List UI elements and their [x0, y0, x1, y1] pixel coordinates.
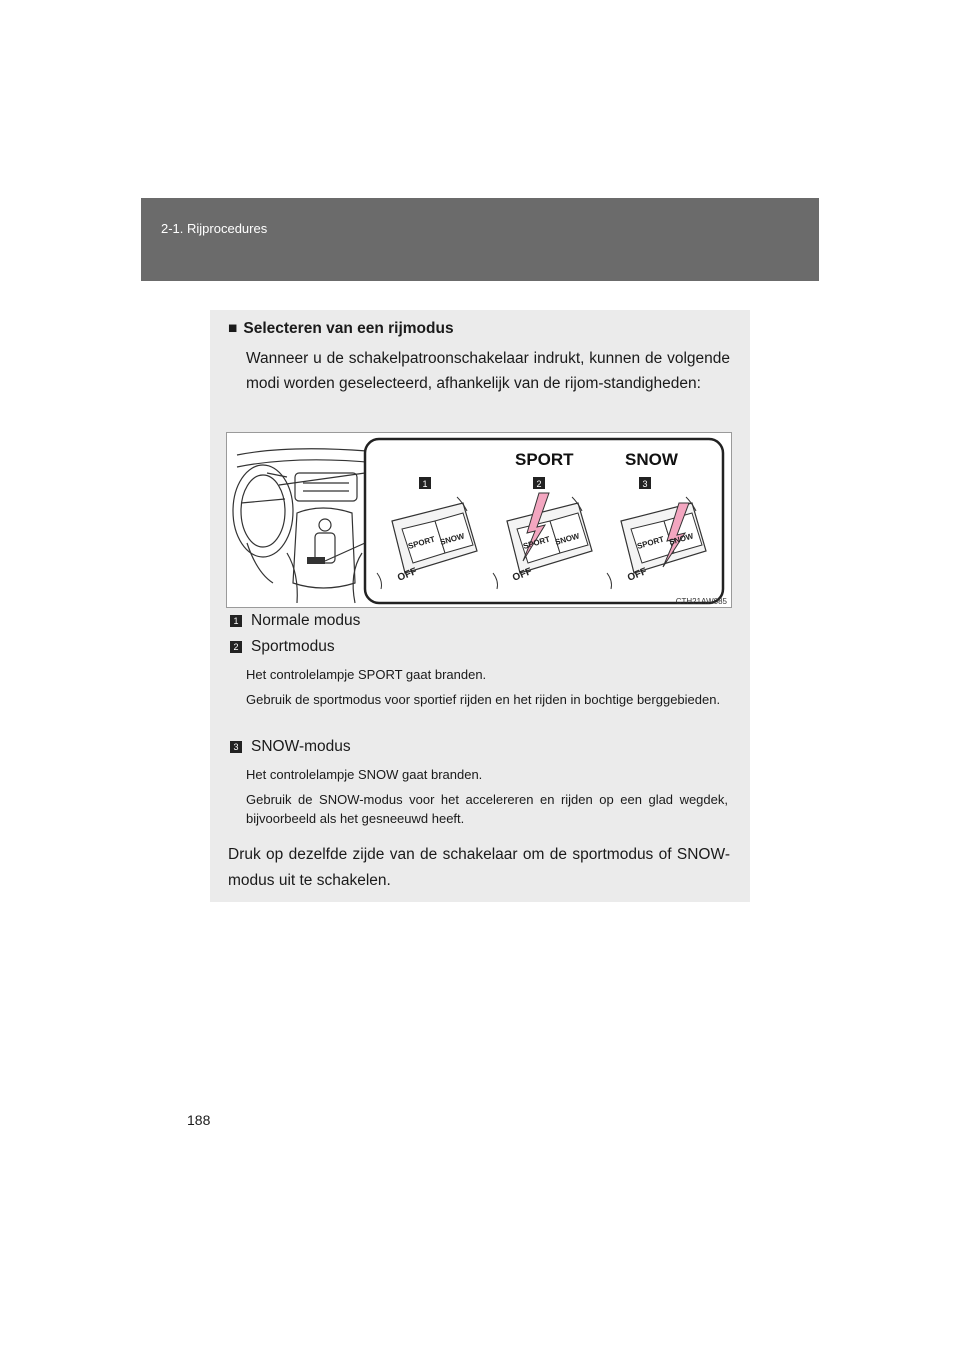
sport-note-1: Het controlelampje SPORT gaat branden.	[246, 667, 487, 682]
dashboard-sketch	[233, 449, 377, 603]
illustration-svg	[227, 433, 732, 608]
number-marker-icon: 3	[230, 741, 242, 753]
item-sport-mode	[230, 638, 335, 656]
heading-text: Selecteren van een rijmodus	[243, 320, 454, 337]
svg-text:1: 1	[422, 479, 428, 489]
sport-note-2: Gebruik de sportmodus voor sportief rijden en het rijden in bochtige berggebieden.	[246, 692, 721, 707]
svg-text:2: 2	[536, 479, 542, 489]
item-title: Sportmodus	[251, 638, 335, 655]
figure-marker-2	[533, 477, 545, 489]
off-label: OFF	[511, 566, 534, 584]
snow-note-1: Het controlelampje SNOW gaat branden.	[246, 767, 483, 782]
mode-switch-illustration	[226, 432, 732, 608]
item-title: Normale modus	[251, 612, 361, 629]
switch-sport-text: SPORT	[636, 534, 666, 551]
item-normal-mode	[230, 612, 360, 630]
switch-sport-text: SPORT	[522, 534, 552, 551]
box-heading	[228, 320, 454, 338]
figure-marker-1	[419, 477, 431, 489]
svg-text:3: 3	[642, 479, 648, 489]
item-snow-mode	[230, 738, 351, 756]
off-label: OFF	[626, 566, 649, 584]
item-title: SNOW-modus	[251, 738, 351, 755]
page-header	[141, 198, 819, 281]
square-bullet-icon: ■	[228, 320, 238, 337]
off-label: OFF	[396, 566, 419, 584]
snow-note-2: Gebruik de SNOW-modus voor het accelereren en rijden op een glad wegdek, bijvoorbeeld als het gesneeuwd heeft.	[246, 792, 728, 826]
section-title: 2-1. Rijprocedures	[161, 221, 268, 236]
figure-code: CTH21AW085	[675, 597, 727, 606]
switch-sport-text: SPORT	[407, 534, 437, 551]
page-number: 188	[187, 1112, 211, 1128]
number-marker-icon: 1	[230, 615, 242, 627]
switch-location-marker	[307, 557, 325, 564]
info-box	[210, 310, 750, 902]
switch-snow-text: SNOW	[668, 531, 695, 547]
figure-label-snow: SNOW	[625, 450, 678, 469]
switch-snow-text: SNOW	[439, 531, 466, 547]
closing-paragraph: Druk op dezelfde zijde van de schakelaar om de sportmodus of SNOW-modus uit te schakelen.	[228, 846, 730, 889]
switch-snow-text: SNOW	[554, 531, 581, 547]
figure-marker-3	[639, 477, 651, 489]
intro-paragraph: Wanneer u de schakelpatroonschakelaar indrukt, kunnen de volgende modi worden geselecteerd, afhankelijk van de rijom-standigheden:	[246, 350, 730, 392]
number-marker-icon: 2	[230, 641, 242, 653]
figure-label-sport: SPORT	[515, 450, 574, 469]
